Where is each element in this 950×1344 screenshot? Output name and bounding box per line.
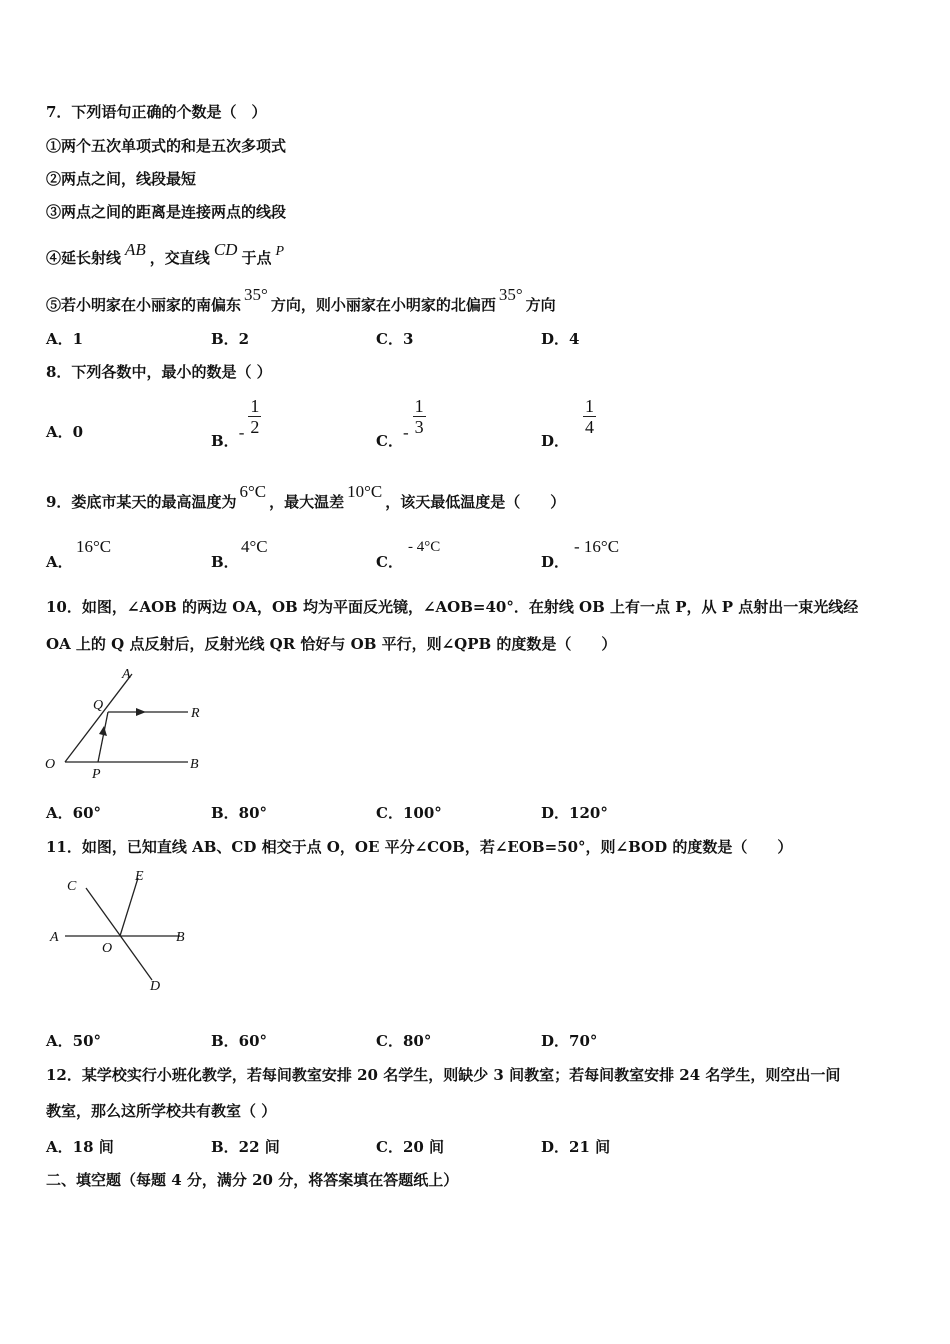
q9-option-a[interactable]: A． bbox=[46, 553, 73, 571]
q9-option-d[interactable]: D． bbox=[541, 553, 570, 571]
q9-option-b[interactable]: B． bbox=[211, 553, 239, 571]
q7-statement-3: ③两点之间的距离是连接两点的线段 bbox=[46, 203, 287, 221]
q11-option-d[interactable]: D．70° bbox=[541, 1032, 598, 1050]
q10-label-r: R bbox=[191, 706, 200, 721]
q11-line-cd bbox=[86, 888, 152, 980]
q7-math-cd: CD bbox=[213, 240, 238, 259]
q11-label-e: E bbox=[135, 869, 144, 884]
q11-figure bbox=[40, 862, 220, 1002]
q10-label-o: O bbox=[45, 757, 56, 772]
q7-angle-1: 35° bbox=[244, 285, 268, 304]
q11-option-b[interactable]: B．60° bbox=[211, 1032, 268, 1050]
q11-label-o: O bbox=[102, 941, 113, 956]
q11-label-c: C bbox=[67, 879, 77, 894]
q10-ray-oa bbox=[65, 674, 132, 762]
q12-option-a[interactable]: A．18 间 bbox=[46, 1138, 114, 1156]
q12-stem-line1: 12．某学校实行小班化教学，若每间教室安排 20 名学生，则缺少 3 间教室；若每间教室安排 24 名学生，则空出一间 bbox=[46, 1066, 841, 1084]
q7-angle-2: 35° bbox=[498, 285, 523, 304]
q9-option-c[interactable]: C． bbox=[376, 553, 403, 571]
q7-statement-1: ①两个五次单项式的和是五次多项式 bbox=[46, 137, 287, 155]
q11-label-b: B bbox=[176, 930, 185, 945]
q12-option-b[interactable]: B．22 间 bbox=[211, 1138, 280, 1156]
q12-option-d[interactable]: D．21 间 bbox=[541, 1138, 611, 1156]
q10-arrow-pq bbox=[99, 726, 107, 736]
q10-label-q: Q bbox=[93, 698, 104, 713]
q9-option-c-value: - 4°C bbox=[408, 539, 441, 555]
q9-temp-diff: 10°C bbox=[347, 482, 383, 501]
q10-option-c[interactable]: C．100° bbox=[376, 804, 442, 822]
q7-option-c[interactable]: C．3 bbox=[376, 330, 414, 348]
q10-label-p: P bbox=[92, 767, 101, 782]
q7-statement-5: ⑤若小明家在小丽家的南偏东35°方向，则小丽家在小明家的北偏西35°方向 bbox=[46, 285, 556, 314]
q10-figure bbox=[40, 662, 220, 782]
q7-stem: 7．下列语句正确的个数是（ ） bbox=[46, 103, 267, 121]
q8-option-b[interactable]: B．- $\frac{1}{2}$ bbox=[211, 396, 260, 450]
q7-statement-2: ②两点之间，线段最短 bbox=[46, 170, 197, 188]
q11-option-c[interactable]: C．80° bbox=[376, 1032, 432, 1050]
q10-option-a[interactable]: A．60° bbox=[46, 804, 102, 822]
q12-option-c[interactable]: C．20 间 bbox=[376, 1138, 445, 1156]
q8-option-c[interactable]: C．- $\frac{1}{3}$ bbox=[376, 396, 424, 450]
q9-stem: 9．娄底市某天的最高温度为6°C，最大温差10°C，该天最低温度是（ ） bbox=[46, 482, 566, 511]
q7-option-b[interactable]: B．2 bbox=[211, 330, 250, 348]
q12-stem-line2: 教室，那么这所学校共有教室（ ） bbox=[46, 1102, 277, 1120]
section-2-heading: 二、填空题（每题 4 分，满分 20 分，将答案填在答题纸上） bbox=[46, 1171, 459, 1189]
q10-option-d[interactable]: D．120° bbox=[541, 804, 608, 822]
q9-option-d-value: - 16°C bbox=[574, 537, 620, 556]
q11-ray-oe bbox=[120, 878, 138, 936]
q10-label-b: B bbox=[190, 757, 199, 772]
q7-option-a[interactable]: A．1 bbox=[46, 330, 84, 348]
q8-option-a[interactable]: A．0 bbox=[46, 423, 84, 441]
q11-stem: 11．如图，已知直线 AB、CD 相交于点 O，OE 平分∠COB，若∠EOB=50°，则∠BOD 的度数是（ ） bbox=[46, 838, 793, 856]
q8-stem: 8．下列各数中，最小的数是（ ） bbox=[46, 363, 272, 381]
q10-ray-pq bbox=[98, 712, 108, 762]
q11-label-d: D bbox=[150, 979, 161, 994]
q7-option-d[interactable]: D．4 bbox=[541, 330, 580, 348]
q10-option-b[interactable]: B．80° bbox=[211, 804, 268, 822]
q9-option-b-value: 4°C bbox=[241, 537, 268, 556]
q8-option-d[interactable]: D． $\frac{1}{4}$ bbox=[541, 396, 595, 450]
q10-stem-line2: OA 上的 Q 点反射后，反射光线 QR 恰好与 OB 平行，则∠QPB 的度数是（ ） bbox=[46, 635, 617, 653]
q10-arrow-qr bbox=[136, 708, 146, 716]
q10-label-a: A bbox=[122, 667, 131, 682]
q7-math-p: P bbox=[275, 244, 285, 259]
q10-stem-line1: 10．如图，∠AOB 的两边 OA，OB 均为平面反光镜，∠AOB=40°．在射线 OB 上有一点 P，从 P 点射出一束光线经 bbox=[46, 598, 859, 616]
q9-option-a-value: 16°C bbox=[76, 537, 112, 556]
q7-statement-4: ④延长射线 AB ，交直线 CD 于点 P bbox=[46, 240, 285, 267]
q7-math-ab: AB bbox=[125, 240, 146, 259]
q11-option-a[interactable]: A．50° bbox=[46, 1032, 102, 1050]
q9-high-temp: 6°C bbox=[239, 482, 267, 501]
q11-label-a: A bbox=[50, 930, 59, 945]
